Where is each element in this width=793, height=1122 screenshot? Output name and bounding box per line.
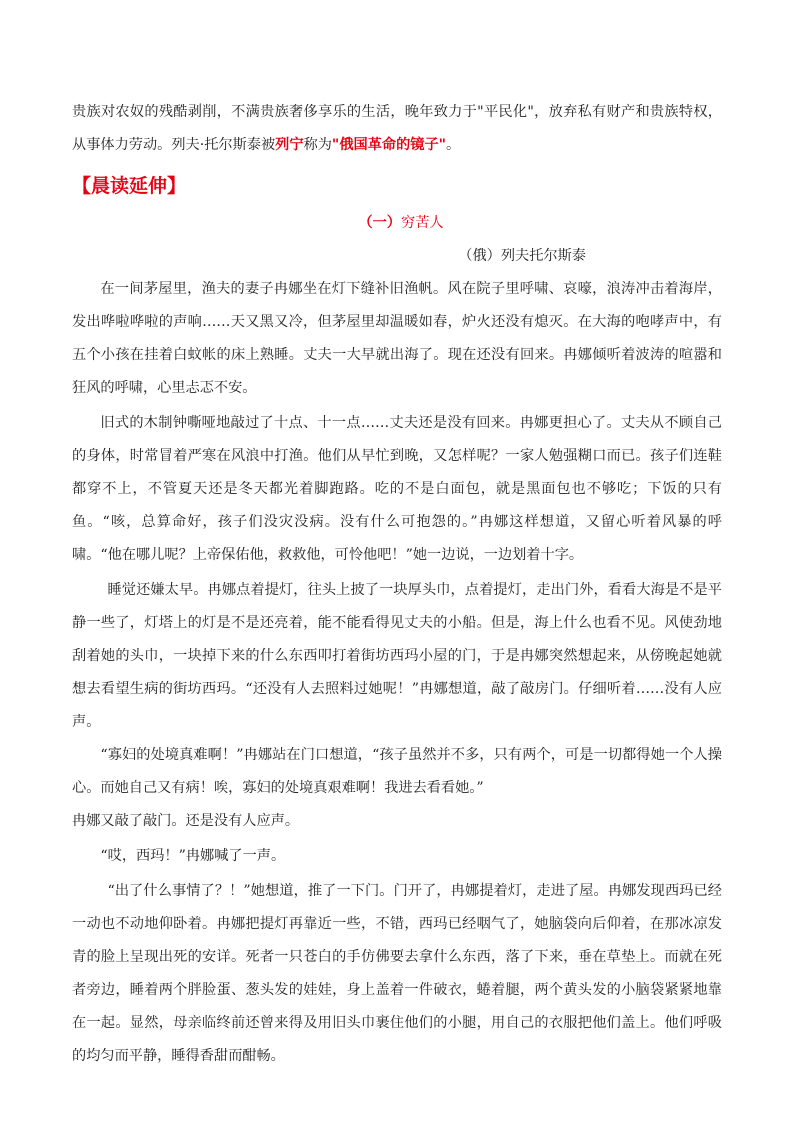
story-title [72, 207, 722, 240]
document-content [72, 96, 722, 1073]
story-number: （一） [358, 215, 401, 231]
intro-paragraph [72, 96, 722, 162]
story-paragraph-5: 冉娜又敲了敲门。还是没有人应声。 [72, 813, 300, 829]
story-paragraph-2: 旧式的木制钟嘶哑地敲过了十点、十一点……丈夫还是没有回来。冉娜更担心了。丈夫从不顾自己的身体，时常冒着严寒在风浪中打渔。他们从早忙到晚，又怎样呢？一家人勉强糊口而已。孩子们连鞋都穿不上，不管夏天还是冬天都光着脚跑路。吃的不是白面包，就是黑面包也不够吃；下饭的只有鱼。“咳，总算命好，孩子们没灾没病。没有什么可抱怨的。”冉娜这样想道，又留心听着风暴的呼啸。“他在哪儿呢？上帝保佑他，救救他，可怜他吧！”她一边说，一边划着十字。 [72, 415, 722, 563]
intro-called: 称为 [303, 137, 332, 153]
intro-end: 。 [446, 137, 461, 153]
section-heading: 【晨读延伸】 [72, 175, 187, 197]
lenin-highlight: 列宁 [275, 137, 304, 153]
story-paragraph-1: 在一间茅屋里，渔夫的妻子冉娜坐在灯下缝补旧渔帆。风在院子里呼啸、哀嚎，浪涛冲击着海岸，发出哗啦哗啦的声响……天又黑又冷，但茅屋里却温暖如春，炉火还没有熄灭。在大海的咆哮声中，有五个小孩在挂着白蚊帐的床上熟睡。丈夫一大早就出海了。现在还没有回来。冉娜倾听着波涛的喧嚣和狂风的呼啸，心里忐忑不安。 [72, 281, 722, 396]
story-paragraph-7: “出了什么事情了？！”她想道，推了一下门。门开了，冉娜提着灯，走进了屋。冉娜发现西玛已经一动也不动地仰卧着。冉娜把提灯再靠近一些，不错，西玛已经咽气了，她脑袋向后仰着，在那冰凉发青的脸上呈现出死的安详。死者一只苍白的手仿佛要去拿什么东西，落了下来，垂在草垫上。而就在死者旁边，睡着两个胖脸蛋、葱头发的娃娃，身上盖着一件破衣，蜷着腿，两个黄头发的小脑袋紧紧地靠在一起。显然，母亲临终前还曾来得及用旧头巾裹住他们的小腿，用自己的衣服把他们盖上。他们呼吸的均匀而平静，睡得香甜而酣畅。 [72, 883, 722, 1064]
story-title-text: 穷苦人 [401, 215, 444, 231]
intro-text: 贵族对农奴的残酷剥削，不满贵族奢侈享乐的生活，晚年致力于"平民化"，放弃私有财产和贵族特权，从事体力劳动。列夫·托尔斯泰被 [72, 104, 722, 153]
story-paragraph-4: “寡妇的处境真难啊！”冉娜站在门口想道，“孩子虽然并不多，只有两个，可是一切都得她一个人操心。而她自己又有病！唉，寡妇的处境真艰难啊！我进去看看她。” [72, 747, 722, 796]
story-author: （俄）列夫托尔斯泰 [458, 248, 586, 264]
story-paragraph-6: “哎，西玛！”冉娜喊了一声。 [100, 848, 286, 864]
story-paragraph-3: 睡觉还嫌太早。冉娜点着提灯，往头上披了一块厚头巾，点着提灯，走出门外，看看大海是不是平静一些了，灯塔上的灯是不是还亮着，能不能看得见丈夫的小船。但是，海上什么也看不见。风使劲地刮着她的头巾，一块掉下来的什么东西叩打着街坊西玛小屋的门，于是冉娜突然想起来，从傍晚起她就想去看望生病的街坊西玛。“还没有人去照料过她呢！”冉娜想道，敲了敲房门。仔细听着……没有人应声。 [72, 582, 722, 730]
mirror-highlight: "俄国革命的镜子" [331, 137, 447, 153]
